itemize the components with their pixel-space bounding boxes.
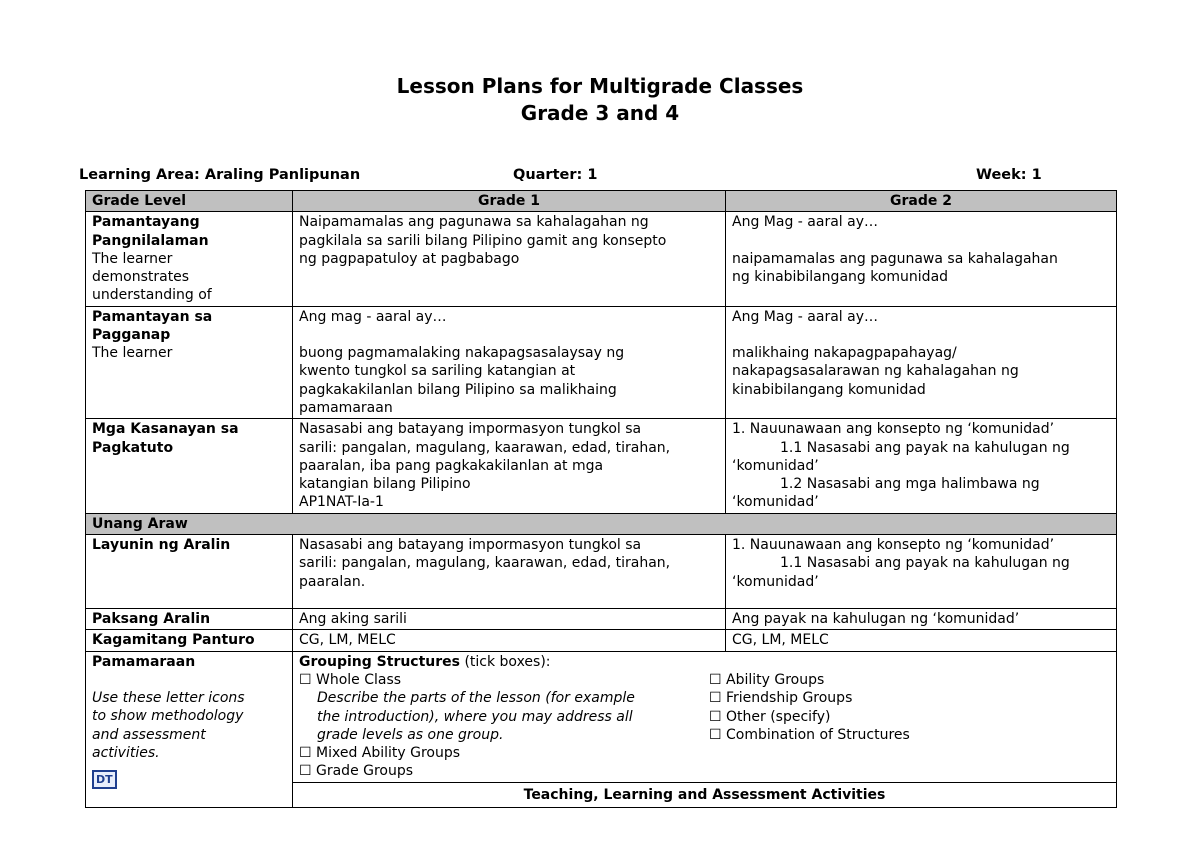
ability-groups-checkbox[interactable]: ☐ Ability Groups — [709, 671, 825, 688]
procedure-label-cell: Pamamaraan Use these letter icons to show methodology and assessment activities. DT — [86, 651, 293, 807]
first-day-row — [86, 513, 1117, 534]
performance-standard-grade2: Ang Mag - aaral ay… malikhaing nakapagpapahayag/ nakapagsasalarawan ng kahalagahan ng kinabibilangang komunidad — [726, 306, 1117, 418]
competency-code: AP1NAT-Ia-1 — [299, 494, 384, 511]
procedure-row — [86, 651, 1117, 782]
topic-grade1: Ang aking sarili — [293, 609, 726, 630]
grade-level-header: Grade Level — [86, 191, 293, 212]
combination-checkbox[interactable]: ☐ Combination of Structures — [709, 726, 910, 743]
objectives-label: Layunin ng Aralin — [86, 535, 293, 609]
content-standard-grade2: Ang Mag - aaral ay… naipamamalas ang pagunawa sa kahalagahan ng kinabibilangang komunidad — [726, 212, 1117, 306]
mixed-ability-checkbox[interactable]: ☐ Mixed Ability Groups — [299, 745, 461, 762]
friendship-groups-checkbox[interactable]: ☐ Friendship Groups — [709, 690, 853, 707]
dt-icon: DT — [92, 770, 117, 789]
quarter: Quarter: 1 — [513, 167, 598, 183]
objectives-grade1: Nasasabi ang batayang impormasyon tungkol sa sarili: pangalan, magulang, kaarawan, edad, tirahan, paaralan. — [293, 535, 726, 609]
content-standard-row — [86, 212, 1117, 306]
objectives-row — [86, 535, 1117, 609]
objectives-grade2: 1. Nauunawaan ang konsepto ng ‘komunidad’ 1.1 Nasasabi ang payak na kahulugan ng ‘komunidad’ — [726, 535, 1117, 609]
table-header-row — [86, 191, 1117, 212]
materials-label: Kagamitang Panturo — [86, 630, 293, 651]
document-subtitle: Grade 3 and 4 — [520, 101, 680, 125]
procedure-label: Pamamaraan — [92, 653, 196, 670]
competencies-row — [86, 419, 1117, 513]
materials-row — [86, 630, 1117, 651]
lesson-plan-table — [85, 190, 1116, 808]
materials-grade1: CG, LM, MELC — [293, 630, 726, 651]
topic-label: Paksang Aralin — [86, 609, 293, 630]
week: Week: 1 — [976, 167, 1042, 183]
grade2-header: Grade 2 — [726, 191, 1117, 212]
performance-standard-row — [86, 306, 1117, 418]
grade1-header: Grade 1 — [293, 191, 726, 212]
materials-grade2: CG, LM, MELC — [726, 630, 1117, 651]
whole-class-checkbox[interactable]: ☐ Whole Class — [299, 671, 402, 688]
content-standard-grade1: Naipamamalas ang pagunawa sa kahalagahan ng pagkilala sa sarili bilang Pilipino gamit ang konsepto ng pagpapatuloy at pagbabago — [293, 212, 726, 306]
activities-heading: Teaching, Learning and Assessment Activities — [293, 782, 1117, 807]
content-standard-label: Pamantayang Pangnilalaman The learner demonstrates understanding of — [86, 212, 293, 306]
competencies-grade1: Nasasabi ang batayang impormasyon tungkol sa sarili: pangalan, magulang, kaarawan, edad, tirahan, paaralan, iba pang pagkakakilanlan at mga katangian bilang Pilipino AP1NAT-Ia-1 — [293, 419, 726, 513]
grouping-structures-cell: Grouping Structures (tick boxes): ☐ Whole Class Describe the parts of the lesson (for example the introduction), where you may address all grade levels as one group. ☐ Mixed Ability Groups ☐ Grade Groups ☐ Ability Groups ☐ Friendship Groups ☐ Other (specify) ☐ Combination of Structures — [293, 651, 1117, 782]
competencies-grade2: 1. Nauunawaan ang konsepto ng ‘komunidad’ 1.1 Nasasabi ang payak na kahulugan ng ‘komunidad’ 1.2 Nasasabi ang mga halimbawa ng ‘komunidad’ — [726, 419, 1117, 513]
grade-groups-checkbox[interactable]: ☐ Grade Groups — [299, 763, 414, 780]
learning-area: Learning Area: Araling Panlipunan — [79, 167, 361, 183]
first-day-heading: Unang Araw — [86, 513, 1117, 534]
topic-grade2: Ang payak na kahulugan ng ‘komunidad’ — [726, 609, 1117, 630]
competencies-label: Mga Kasanayan sa Pagkatuto — [86, 419, 293, 513]
other-checkbox[interactable]: ☐ Other (specify) — [709, 708, 831, 725]
performance-standard-label: Pamantayan sa Pagganap The learner — [86, 306, 293, 418]
grouping-title: Grouping Structures (tick boxes): — [299, 653, 551, 670]
topic-row — [86, 609, 1117, 630]
document-title: Lesson Plans for Multigrade Classes — [396, 74, 804, 98]
performance-standard-grade1: Ang mag - aaral ay… buong pagmamalaking nakapagsasalaysay ng kwento tungkol sa sariling katangian at pagkakakilanlan bilang Pilipino sa malikhaing pamamaraan — [293, 306, 726, 418]
